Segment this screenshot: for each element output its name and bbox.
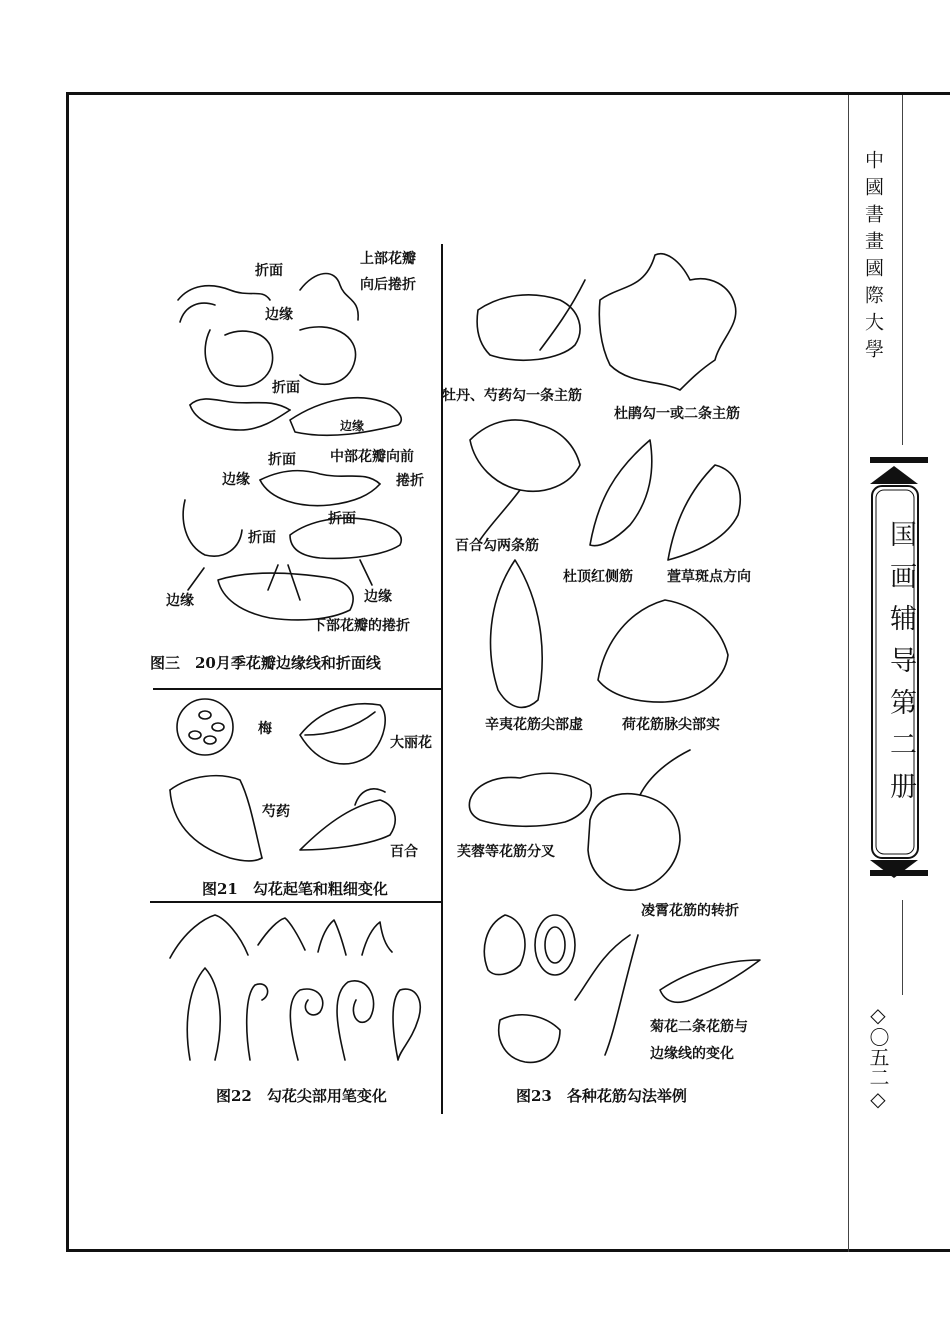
- label-lily-vein: 百合勾两条筋: [455, 538, 539, 554]
- label-peony-vein: 牡丹、芍药勾一条主筋: [442, 388, 582, 404]
- fig22-drawings: [170, 915, 420, 1060]
- fig3-label-middle-petal-1: 中部花瓣向前: [330, 449, 414, 465]
- fig21-label-lily: 百合: [390, 844, 418, 860]
- fig21-label-plum: 梅: [258, 721, 272, 737]
- fig3-label-edge-right: 边缘: [364, 589, 392, 605]
- book-title: 中國書畫國際大學: [862, 150, 884, 366]
- fig23-caption: 图23 各种花筋勾法举例: [516, 1087, 687, 1105]
- fig3-label-fold-left: 折面: [248, 530, 276, 546]
- fig3-label-middle-petal-2: 捲折: [396, 473, 424, 489]
- label-azalea-vein: 杜鹃勾一或二条主筋: [614, 406, 740, 422]
- fig21-label-dahlia: 大丽花: [390, 735, 432, 751]
- fig3-label-fold-top: 折面: [255, 263, 283, 279]
- fig3-label-upper-petal-1: 上部花瓣: [360, 251, 416, 267]
- fig3-label-fold-mid: 折面: [272, 380, 300, 396]
- fig3-label-fold-right: 折面: [328, 511, 356, 527]
- fig21-caption: 图21 勾花起笔和粗细变化: [202, 880, 388, 898]
- fig3-label-fold-2: 折面: [268, 452, 296, 468]
- fig3-label-edge-mid: 边缘: [222, 472, 250, 488]
- fig3-label-edge-top: 边缘: [265, 307, 293, 323]
- fig21-drawings: [170, 699, 395, 861]
- fig3-caption: 图三 20月季花瓣边缘线和折面线: [150, 654, 381, 672]
- page-number: ◇〇五二◇: [866, 1003, 890, 1111]
- fig22-caption: 图22 勾花尖部用笔变化: [216, 1087, 387, 1105]
- fig3-label-edge-inner: 边缘: [340, 419, 365, 433]
- fig21-label-peony: 芍药: [262, 804, 290, 820]
- fig3-label-lower-petal: 下部花瓣的捲折: [312, 618, 410, 634]
- fig3-label-upper-petal-2: 向后捲折: [360, 277, 416, 293]
- label-red-side: 杜顶红侧筋: [563, 569, 633, 585]
- label-hibiscus-vein: 芙蓉等花筋分叉: [457, 844, 555, 860]
- fig3-label-edge-left: 边缘: [166, 593, 194, 609]
- volume-title: 国画辅导第二册: [885, 520, 916, 814]
- fig23-drawings: [469, 254, 760, 1063]
- label-chrys-2: 边缘线的变化: [650, 1046, 734, 1062]
- label-chrys-1: 菊花二条花筋与: [650, 1019, 748, 1035]
- label-trumpet-vein: 凌霄花筋的转折: [641, 903, 739, 919]
- label-magnolia-vein: 辛夷花筋尖部虚: [485, 717, 583, 733]
- fig3-rose-petals: [178, 274, 401, 620]
- label-lotus-vein: 荷花筋脉尖部实: [622, 717, 720, 733]
- label-daylily-dots: 萱草斑点方向: [667, 569, 751, 585]
